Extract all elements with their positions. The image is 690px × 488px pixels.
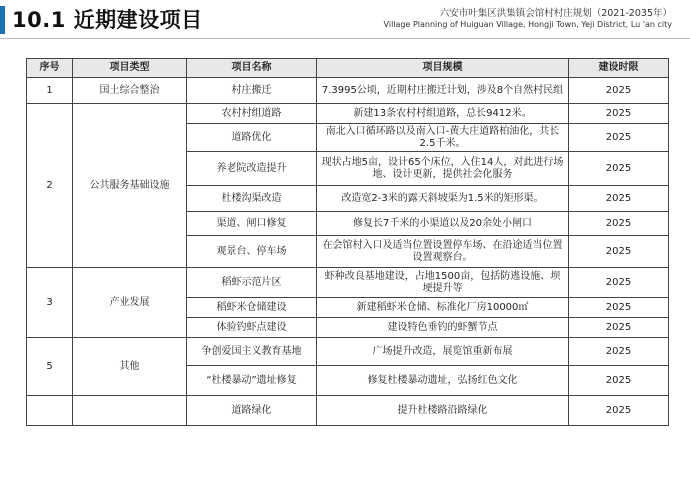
project-deadline: 2025 [569,236,669,268]
project-deadline: 2025 [569,298,669,318]
project-name: 道路绿化 [187,396,317,426]
plan-subtitle-en: Village Planning of Huiguan Village, Hongji Town, Yeji District, Lu 'an city [383,20,672,29]
project-scale: 提升杜楼路沿路绿化 [317,396,569,426]
project-type: 其他 [73,338,187,396]
table-row [27,268,669,298]
title-accent-bar [0,6,5,34]
project-name: 养老院改造提升 [187,152,317,186]
project-name: 争创爱国主义教育基地 [187,338,317,366]
project-scale: 新建13条农村村组道路，总长9412米。 [317,104,569,124]
project-type: 公共服务基础设施 [73,104,187,268]
project-name: 道路优化 [187,124,317,152]
project-deadline: 2025 [569,212,669,236]
project-name: 杜楼沟渠改造 [187,186,317,212]
project-number: 5 [27,338,73,396]
project-scale: 南北入口循环路以及南入口-黄大庄道路柏油化，共长2.5千米。 [317,124,569,152]
project-scale: 7.3995公顷，近期村庄搬迁计划，涉及8个自然村民组 [317,78,569,104]
table-row [27,338,669,366]
project-name: 稻虾米仓储建设 [187,298,317,318]
project-number: 3 [27,268,73,338]
column-header-no: 序号 [27,59,73,78]
header-divider [0,38,690,39]
table-row [27,78,669,104]
column-header-deadline: 建设时限 [569,59,669,78]
project-deadline: 2025 [569,338,669,366]
project-deadline: 2025 [569,396,669,426]
project-type: 国土综合整治 [73,78,187,104]
project-name: 渠道、闸口修复 [187,212,317,236]
project-deadline: 2025 [569,318,669,338]
project-deadline: 2025 [569,366,669,396]
table-row [27,104,669,124]
project-scale: 修复杜楼暴动遗址，弘扬红色文化 [317,366,569,396]
plan-subtitle-cn: 六安市叶集区洪集镇会馆村村庄规划（2021-2035年） [439,8,672,19]
project-deadline: 2025 [569,104,669,124]
project-deadline: 2025 [569,78,669,104]
project-scale: 建设特色垂钓的虾蟹节点 [317,318,569,338]
project-deadline: 2025 [569,124,669,152]
project-scale: 新建稻虾米仓储、标准化厂房10000㎡ [317,298,569,318]
column-header-scale: 项目规模 [317,59,569,78]
project-number [27,396,73,426]
project-table [26,58,669,426]
project-scale: 虾种改良基地建设，占地1500亩，包括防逃设施、坝埂提升等 [317,268,569,298]
column-header-name: 项目名称 [187,59,317,78]
project-name: 稻虾示范片区 [187,268,317,298]
project-scale: 现状占地5亩，设计65个床位，入住14人，对此进行场地、设计更新，提供社会化服务 [317,152,569,186]
table-row [27,396,669,426]
project-scale: 改造宽2-3米的露天斜坡渠为1.5米的矩形渠。 [317,186,569,212]
project-name: 体验钓虾点建设 [187,318,317,338]
project-deadline: 2025 [569,268,669,298]
project-scale: 修复长7千米的小渠道以及20余处小闸口 [317,212,569,236]
project-type: 产业发展 [73,268,187,338]
project-number: 1 [27,78,73,104]
project-scale: 广场提升改造，展览馆重新布展 [317,338,569,366]
project-deadline: 2025 [569,186,669,212]
project-deadline: 2025 [569,152,669,186]
project-name: 观景台、停车场 [187,236,317,268]
project-type [73,396,187,426]
project-number: 2 [27,104,73,268]
table-header-row [27,59,669,78]
project-name: 村庄搬迁 [187,78,317,104]
project-scale: 在会馆村入口及适当位置设置停车场、在沿途适当位置设置观察台。 [317,236,569,268]
project-name: 农村村组道路 [187,104,317,124]
page-title: 10.1 近期建设项目 [12,8,203,32]
column-header-type: 项目类型 [73,59,187,78]
project-name: “杜楼暴动”遗址修复 [187,366,317,396]
